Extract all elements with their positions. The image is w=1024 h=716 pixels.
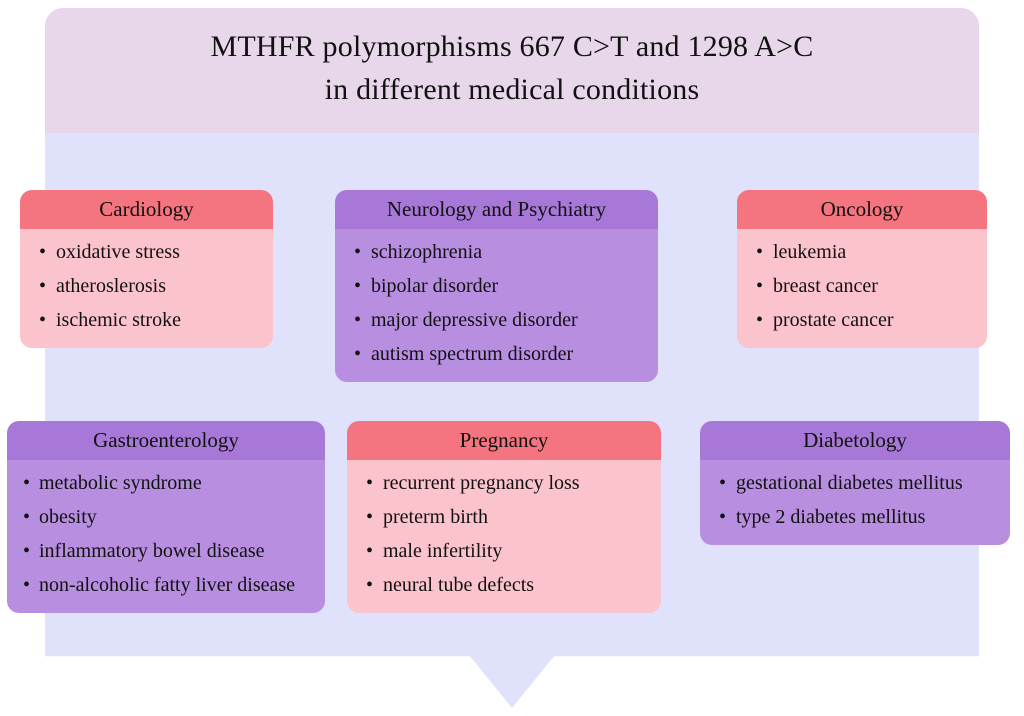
card-cardiology-header: Cardiology (20, 190, 273, 229)
card-gastroenterology (7, 421, 325, 613)
card-gastroenterology-header: Gastroenterology (7, 421, 325, 460)
card-cardiology (20, 190, 273, 348)
list-item: • non-alcoholic fatty liver disease (39, 569, 315, 603)
card-gastroenterology-body (7, 460, 325, 613)
card-pregnancy-list (357, 467, 651, 603)
list-item: • male infertility (383, 535, 651, 569)
list-item: • leukemia (773, 236, 977, 270)
list-item: • autism spectrum disorder (371, 338, 648, 372)
list-item: • oxidative stress (56, 236, 263, 270)
list-item: • breast cancer (773, 270, 977, 304)
card-neurology-body (335, 229, 658, 382)
card-cardiology-list (30, 236, 263, 338)
card-diabetology-body (700, 460, 1010, 545)
list-item: • schizophrenia (371, 236, 648, 270)
title-line-2: in different medical conditions (324, 72, 700, 106)
list-item: • major depressive disorder (371, 304, 648, 338)
card-pregnancy (347, 421, 661, 613)
list-item: • inflammatory bowel disease (39, 535, 315, 569)
card-oncology-header: Oncology (737, 190, 987, 229)
card-gastroenterology-list (17, 467, 315, 603)
card-pregnancy-body (347, 460, 661, 613)
title-line-1: MTHFR polymorphisms 667 C>T and 1298 A>C (210, 29, 814, 63)
list-item: • prostate cancer (773, 304, 977, 338)
card-neurology-and-psychiatry (335, 190, 658, 382)
card-diabetology-header: Diabetology (700, 421, 1010, 460)
figure-title (45, 8, 979, 133)
list-item: • gestational diabetes mellitus (736, 467, 1000, 501)
card-neurology-header: Neurology and Psychiatry (335, 190, 658, 229)
card-pregnancy-header: Pregnancy (347, 421, 661, 460)
list-item: • recurrent pregnancy loss (383, 467, 651, 501)
list-item: • neural tube defects (383, 569, 651, 603)
card-diabetology (700, 421, 1010, 545)
card-oncology (737, 190, 987, 348)
list-item: • metabolic syndrome (39, 467, 315, 501)
list-item: • atheroslerosis (56, 270, 263, 304)
list-item: • ischemic stroke (56, 304, 263, 338)
card-diabetology-list (710, 467, 1000, 535)
card-oncology-list (747, 236, 977, 338)
card-cardiology-body (20, 229, 273, 348)
card-neurology-list (345, 236, 648, 372)
list-item: • type 2 diabetes mellitus (736, 501, 1000, 535)
list-item: • preterm birth (383, 501, 651, 535)
list-item: • obesity (39, 501, 315, 535)
card-oncology-body (737, 229, 987, 348)
list-item: • bipolar disorder (371, 270, 648, 304)
